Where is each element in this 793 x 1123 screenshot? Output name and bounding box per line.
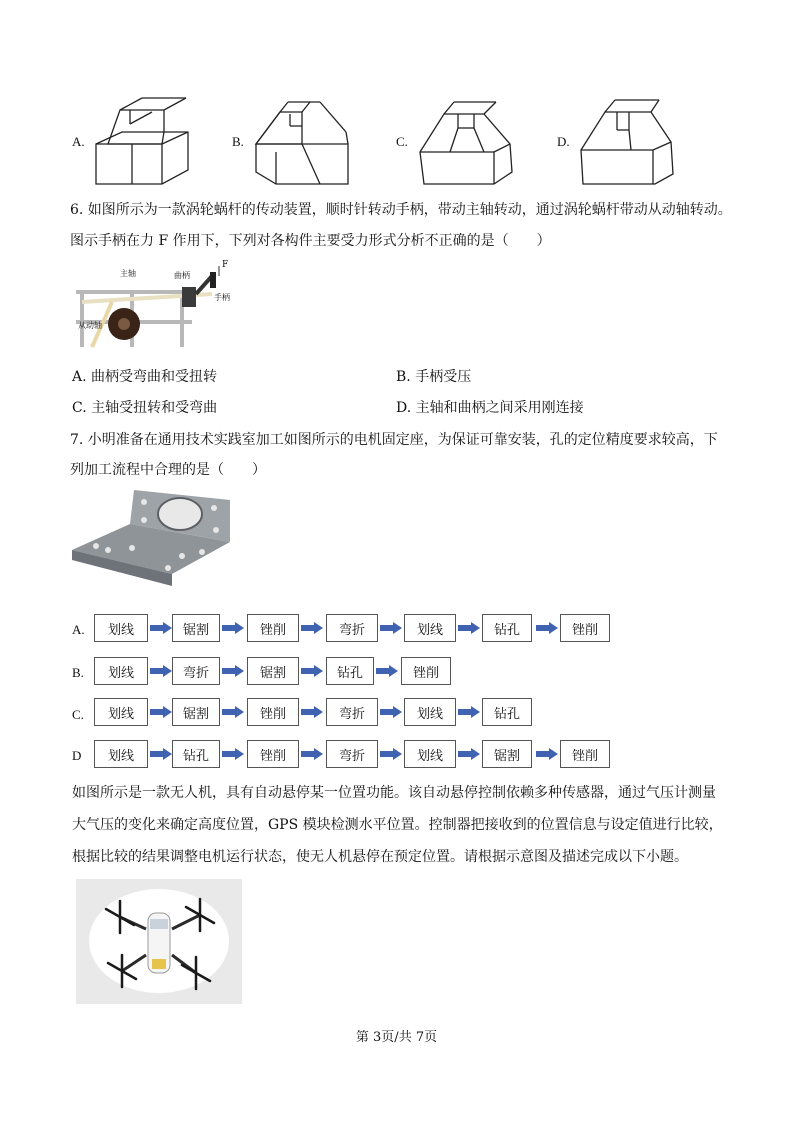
flow-arrow-icon	[150, 748, 172, 760]
q5-option-b-figure	[250, 92, 358, 190]
flow-d-step-1: 划线	[94, 740, 148, 768]
flow-a-step-5: 划线	[404, 614, 456, 642]
flow-c-step-4: 弯折	[326, 698, 378, 726]
flow-b-step-1: 划线	[94, 657, 148, 685]
flow-arrow-icon	[150, 622, 172, 634]
flow-arrow-icon	[376, 665, 398, 677]
flow-a-step-4: 弯折	[326, 614, 378, 642]
flow-b-letter: B.	[72, 665, 84, 680]
flow-arrow-icon	[150, 706, 172, 718]
flow-b-step-2: 弯折	[172, 657, 220, 685]
flow-arrow-icon	[458, 748, 480, 760]
flow-d-step-5: 划线	[404, 740, 456, 768]
q6-option-a: A. 曲柄受弯曲和受扭转	[72, 369, 218, 385]
flow-d-step-3: 锉削	[247, 740, 299, 768]
drone-passage-line3: 根据比较的结果调整电机运行状态，使无人机悬停在预定位置。请根据示意图及描述完成以下小题。	[72, 849, 688, 865]
q6-option-b: B. 手柄受压	[396, 369, 472, 385]
flow-arrow-icon	[458, 622, 480, 634]
q5-option-a-letter: A.	[72, 134, 85, 149]
driven-shaft-label: 从动轴	[78, 321, 102, 330]
flow-arrow-icon	[301, 665, 323, 677]
flow-a-step-7: 锉削	[560, 614, 610, 642]
motor-bracket-figure	[72, 490, 232, 605]
flow-b-step-5: 锉削	[401, 657, 451, 685]
flow-a-step-3: 锉削	[247, 614, 299, 642]
q5-option-d-figure	[575, 92, 683, 190]
flow-arrow-icon	[222, 748, 244, 760]
flow-arrow-icon	[380, 706, 402, 718]
flow-c-step-3: 锉削	[247, 698, 299, 726]
flow-a-step-6: 钻孔	[482, 614, 532, 642]
main-shaft-label: 主轴	[120, 269, 136, 278]
q6-figure	[72, 262, 232, 352]
flow-c-step-5: 划线	[404, 698, 456, 726]
q7-stem-line1: 7. 小明准备在通用技术实践室加工如图所示的电机固定座，为保证可靠安装，孔的定位精度要求较高，下	[70, 432, 718, 448]
flow-c-letter: C.	[72, 707, 84, 722]
flow-d-step-2: 钻孔	[172, 740, 220, 768]
flow-arrow-icon	[222, 706, 244, 718]
flow-d-step-4: 弯折	[326, 740, 378, 768]
drone-passage-line2: 大气压的变化来确定高度位置，GPS 模块检测水平位置。控制器把接收到的位置信息与设定值进行比较，	[72, 817, 723, 833]
flow-arrow-icon	[222, 665, 244, 677]
flow-d-step-6: 锯割	[482, 740, 532, 768]
flow-d-letter: D	[72, 748, 82, 763]
drone-image	[76, 879, 242, 1004]
q6-stem-line2: 图示手柄在力 F 作用下，下列对各构件主要受力形式分析不正确的是（ ）	[70, 233, 551, 249]
q5-option-b-letter: B.	[232, 134, 244, 149]
drone-figure	[76, 879, 242, 1004]
flow-arrow-icon	[301, 706, 323, 718]
flow-arrow-icon	[301, 622, 323, 634]
flow-arrow-icon	[536, 748, 558, 760]
flow-a-letter: A.	[72, 622, 85, 637]
flow-b-step-4: 钻孔	[326, 657, 374, 685]
flow-d-step-7: 锉削	[560, 740, 610, 768]
flow-arrow-icon	[222, 622, 244, 634]
flow-c-step-6: 钻孔	[482, 698, 532, 726]
flow-b-step-3: 锯割	[247, 657, 299, 685]
flow-a-step-2: 锯割	[172, 614, 220, 642]
q7-stem-line2: 列加工流程中合理的是（ ）	[70, 462, 266, 478]
q6-option-d: D. 主轴和曲柄之间采用刚连接	[396, 400, 584, 416]
q6-option-c: C. 主轴受扭转和受弯曲	[72, 400, 218, 416]
q6-stem-line1: 6. 如图所示为一款涡轮蜗杆的传动装置，顺时针转动手柄，带动主轴转动，通过涡轮蜗杆带动从动轴转动。	[70, 202, 732, 218]
drone-passage-line1: 如图所示是一款无人机，具有自动悬停某一位置功能。该自动悬停控制依赖多种传感器，通过气压计测量	[72, 785, 716, 801]
q5-option-c-letter: C.	[396, 134, 408, 149]
flow-arrow-icon	[458, 706, 480, 718]
motor-bracket-image	[72, 490, 232, 605]
worm-gear-device-image	[72, 262, 232, 352]
force-label: F	[222, 260, 229, 270]
q5-option-c-figure	[414, 92, 522, 190]
q5-option-a-figure	[90, 92, 198, 190]
flow-c-step-2: 锯割	[172, 698, 220, 726]
flow-arrow-icon	[380, 622, 402, 634]
crank-label: 曲柄	[174, 271, 190, 280]
page-footer: 第 3页/共 7页	[355, 1030, 438, 1045]
flow-a-step-1: 划线	[94, 614, 148, 642]
flow-arrow-icon	[380, 748, 402, 760]
flow-c-step-1: 划线	[94, 698, 148, 726]
handle-label: 手柄	[214, 293, 230, 302]
flow-arrow-icon	[150, 665, 172, 677]
flow-arrow-icon	[301, 748, 323, 760]
flow-arrow-icon	[536, 622, 558, 634]
q5-option-d-letter: D.	[557, 134, 570, 149]
